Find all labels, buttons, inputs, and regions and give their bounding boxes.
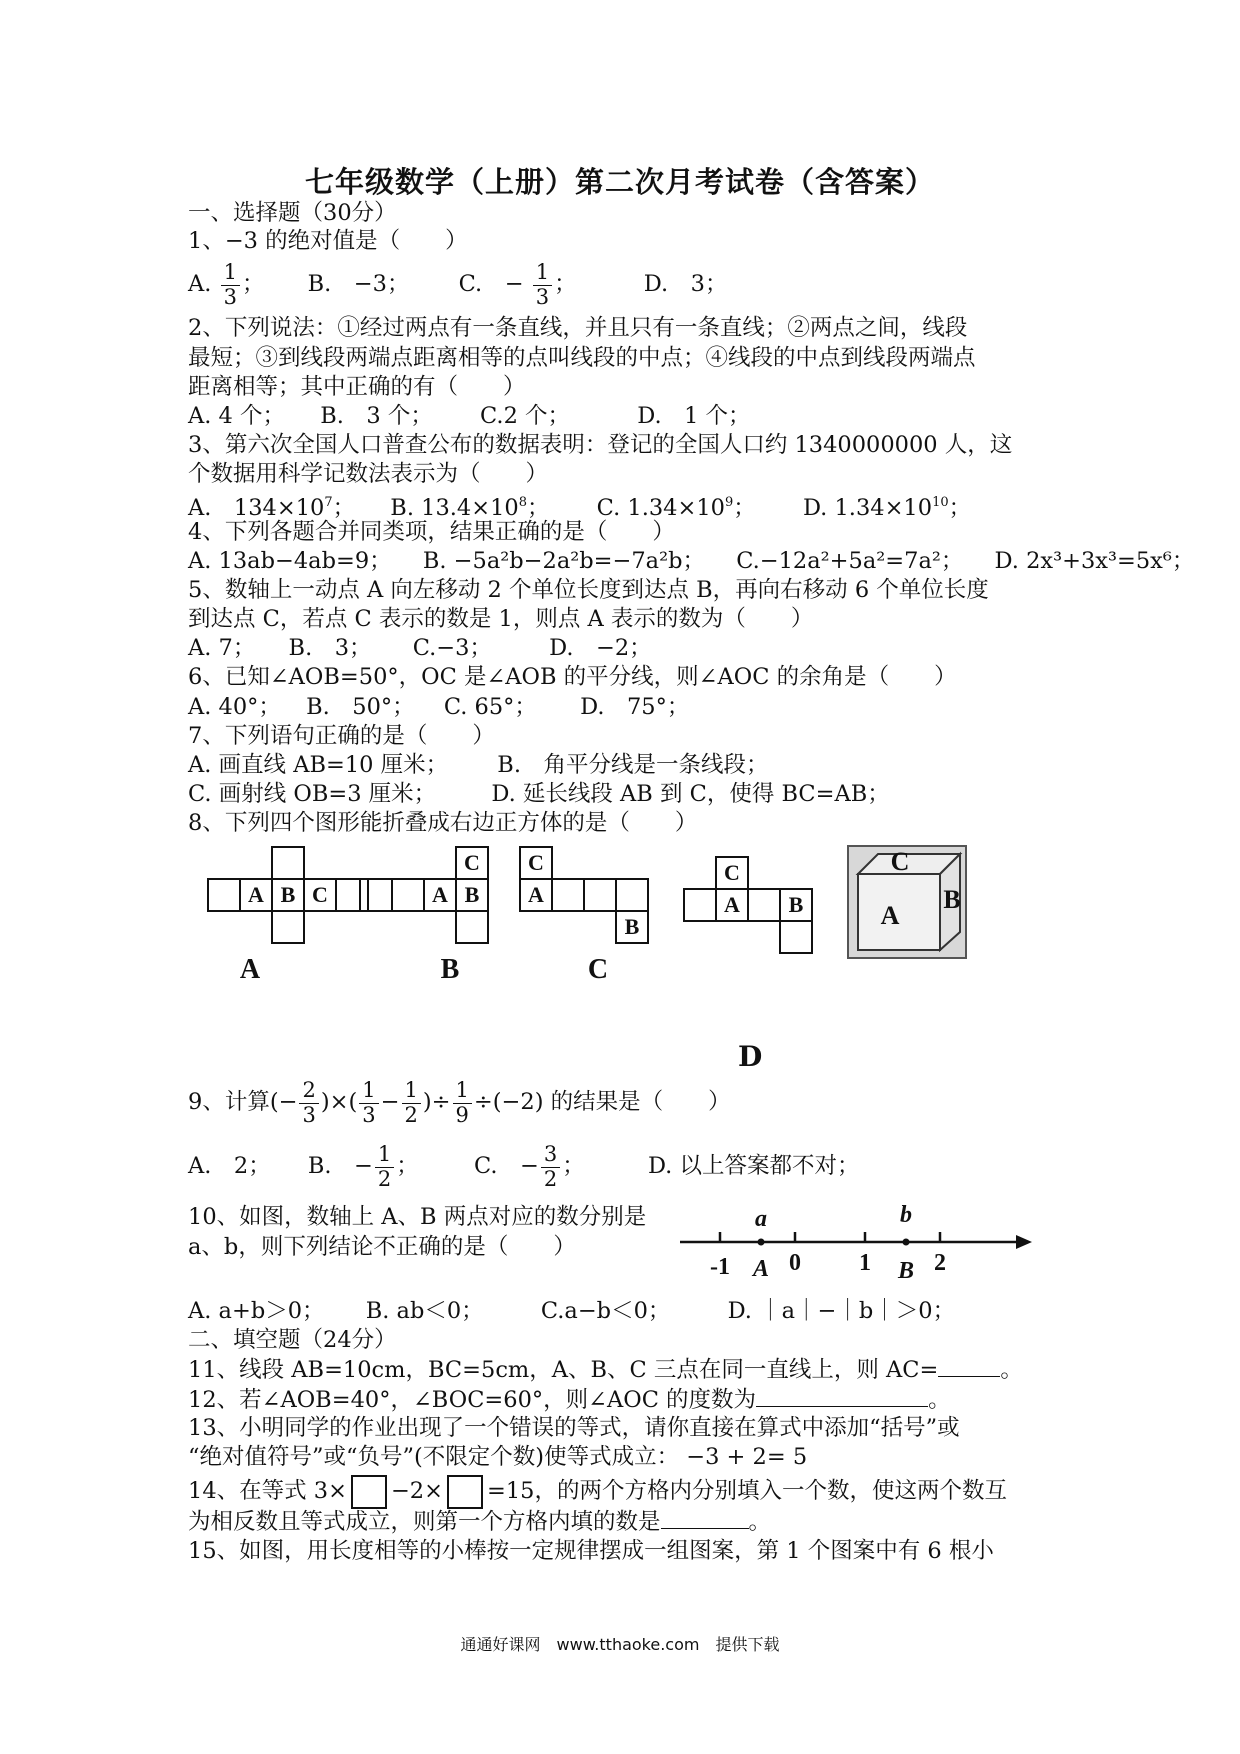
q7-option-d: D. 延长线段 AB 到 C，使得 BC=AB； [491, 781, 890, 807]
net-a-face-b: B [280, 882, 296, 907]
net-b-face-c: C [464, 850, 480, 875]
q5-option-b: B. 3； [288, 635, 372, 661]
cube-face-a: A [880, 901, 900, 930]
net-d-face-a: A [724, 892, 740, 917]
q3-line-1: 3、第六次全国人口普查公布的数据表明：登记的全国人口约 1340000000 人，这 [188, 432, 1013, 458]
section-heading-fill: 二、填空题（24分） [188, 1327, 397, 1353]
q15-line-1: 15、如图，用长度相等的小棒按一定规律摆成一组图案，第 1 个图案中有 6 根小 [188, 1538, 994, 1564]
q13-line-1: 13、小明同学的作业出现了一个错误的等式，请你直接在算式中添加“括号”或 [188, 1415, 960, 1441]
q2-option-a: A. 4 个； [188, 403, 286, 429]
q10-option-d: D. ｜a｜−｜b｜＞0； [727, 1298, 956, 1324]
point-b-value-label: b [900, 1202, 912, 1228]
net-c-face-a: A [528, 882, 544, 907]
q7-option-b: B. 角平分线是一条线段； [497, 752, 769, 778]
q5-line-2: 到达点 C，若点 C 表示的数是 1，则点 A 表示的数为（ ） [188, 606, 814, 632]
q4-option-a: A. 13ab−4ab=9； [188, 548, 392, 574]
q9-option-d: D. 以上答案都不对； [647, 1153, 860, 1179]
q13-line-2: “绝对值符号”或“负号”(不限定个数)使等式成立： −3 + 2= 5 [188, 1444, 808, 1470]
net-c-face-c: C [528, 850, 544, 875]
q9-stem: 9、计算(− $\frac{2}{3}$ )×( $\frac{1}{3}$ − $\frac{1}{2}$ )÷ $\frac{1}{9}$ ÷(−2) 的结果是（ ） [188, 1078, 731, 1127]
q2-line-1: 2、下列说法：①经过两点有一条直线，并且只有一条直线；②两点之间，线段 [188, 315, 968, 341]
q10-number-line [670, 1196, 1040, 1286]
point-b-label: B [897, 1258, 915, 1284]
answer-blank[interactable] [938, 1354, 1000, 1377]
q14-line-1: 14、在等式 3× −2× =15，的两个方格内分别填入一个数，使这两个数互 [188, 1473, 1007, 1509]
q2-line-2: 最短；③到线段两端点距离相等的点叫线段的中点；④线段的中点到线段两端点 [188, 345, 976, 371]
cube-face-b: B [943, 885, 961, 914]
net-b-face-b: B [464, 882, 480, 907]
section-heading-choice: 一、选择题（30分） [188, 200, 397, 226]
cube-face-c: C [890, 847, 910, 876]
q2-option-c: C.2 个； [480, 403, 571, 429]
page-title: 七年级数学（上册）第二次月考试卷（含答案） [304, 165, 935, 199]
q1-option-c: C. − $\frac{1}{3}$ ； [458, 260, 577, 309]
q7-option-a: A. 画直线 AB=10 厘米； [188, 752, 449, 778]
q2-options [188, 401, 751, 431]
q6-options [188, 692, 689, 722]
net-d-face-c: C [724, 860, 740, 885]
net-a-face-a: A [248, 882, 264, 907]
q7-options-row-2 [188, 779, 890, 809]
answer-blank[interactable] [661, 1506, 749, 1529]
point-a-value-label: a [755, 1206, 767, 1232]
q4-option-c: C.−12a²+5a²=7a²； [736, 548, 964, 574]
q2-line-3: 距离相等；其中正确的有（ ） [188, 374, 526, 400]
net-a-label: A [239, 954, 261, 980]
q5-option-c: C.−3； [412, 635, 492, 661]
q6-option-b: B. 50°； [306, 694, 415, 720]
net-b-face-a: A [432, 882, 448, 907]
fraction: $\frac{1}{3}$ [221, 261, 240, 308]
q3-line-2: 个数据用科学记数法表示为（ ） [188, 461, 549, 487]
q6-option-c: C. 65°； [443, 694, 537, 720]
q4-options [188, 546, 1194, 576]
q6-option-a: A. 40°； [188, 694, 281, 720]
q5-line-1: 5、数轴上一动点 A 向左移动 2 个单位长度到达点 B，再向右移动 6 个单位长度 [188, 577, 989, 603]
q10-line-1: 10、如图，数轴上 A、B 两点对应的数分别是 [188, 1204, 647, 1230]
q12: 12、若∠AOB=40°，∠BOC=60°，则∠AOC 的度数为 。 [188, 1384, 951, 1415]
tick-label-1: 1 [859, 1250, 871, 1276]
q5-option-d: D. −2； [549, 635, 652, 661]
q1-options [188, 256, 727, 312]
q2-option-d: D. 1 个； [637, 403, 751, 429]
q10-option-c: C.a−b＜0； [540, 1298, 671, 1324]
q6-option-d: D. 75°； [580, 694, 690, 720]
net-d-face-b: B [788, 892, 804, 917]
q10-line-2: a、b，则下列结论不正确的是（ ） [188, 1234, 576, 1260]
q4-stem: 4、下列各题合并同类项，结果正确的是（ ） [188, 519, 675, 545]
q7-option-c: C. 画射线 OB=3 厘米； [188, 781, 437, 807]
point-a-label: A [752, 1256, 770, 1282]
q9-option-a: A. 2； [188, 1153, 271, 1179]
q8-stem: 8、下列四个图形能折叠成右边正方体的是（ ） [188, 810, 698, 836]
q3-option-d: D. $1.34\times 10^{10}$； [802, 494, 972, 521]
q1-option-b: B. −3； [307, 271, 410, 297]
answer-box[interactable] [351, 1475, 387, 1509]
net-d-label: D [738, 1040, 763, 1073]
net-a-face-c: C [312, 882, 328, 907]
q7-stem: 7、下列语句正确的是（ ） [188, 723, 495, 749]
q6-stem: 6、已知∠AOB=50°，OC 是∠AOB 的平分线，则∠AOC 的余角是（ ） [188, 664, 957, 690]
q3-option-a: A. $134\times 10^7$； [188, 494, 356, 521]
net-c-label: C [587, 954, 609, 980]
q4-option-b: B. −5a²b−2a²b=−7a²b； [422, 548, 706, 574]
q5-options [188, 633, 652, 663]
q14-line-2: 为相反数且等式成立，则第一个方格内填的数是 。 [188, 1506, 771, 1537]
q10-option-a: A. a+b＞0； [188, 1298, 325, 1324]
tick-label-minus-1: -1 [710, 1254, 730, 1280]
q5-option-a: A. 7； [188, 635, 256, 661]
tick-label-0: 0 [789, 1250, 801, 1276]
net-b-label: B [440, 954, 460, 980]
page-footer: 通通好课网 www.tthaoke.com 提供下载 [460, 1635, 780, 1654]
q10-options [188, 1296, 955, 1326]
q9-options [188, 1138, 859, 1194]
tick-label-2: 2 [934, 1250, 946, 1276]
answer-box[interactable] [447, 1475, 483, 1509]
q4-option-d: D. 2x³+3x³=5x⁶； [994, 548, 1195, 574]
q3-option-b: B. $13.4\times 10^8$； [390, 494, 550, 521]
fraction: $\frac{1}{3}$ [533, 261, 552, 308]
net-c-face-b: B [624, 914, 640, 939]
q3-option-c: C. $1.34\times 10^9$； [596, 494, 756, 521]
q9-option-b: B. − $\frac{1}{2}$ ； [307, 1142, 419, 1191]
q1-option-d: D. 3； [643, 271, 728, 297]
q9-option-c: C. − $\frac{3}{2}$ ； [473, 1142, 585, 1191]
q2-option-b: B. 3 个； [320, 403, 433, 429]
q1-stem: 1、−3 的绝对值是（ ） [188, 228, 468, 254]
q7-options-row-1 [188, 750, 768, 780]
q8-cube-nets-figure [0, 840, 1240, 980]
answer-blank[interactable] [756, 1384, 928, 1407]
q11: 11、线段 AB=10cm，BC=5cm，A、B、C 三点在同一直线上，则 AC= 。 [188, 1354, 1023, 1385]
q10-option-b: B. ab＜0； [365, 1298, 484, 1324]
q1-option-a: A. $\frac{1}{3}$ ； [188, 260, 265, 309]
